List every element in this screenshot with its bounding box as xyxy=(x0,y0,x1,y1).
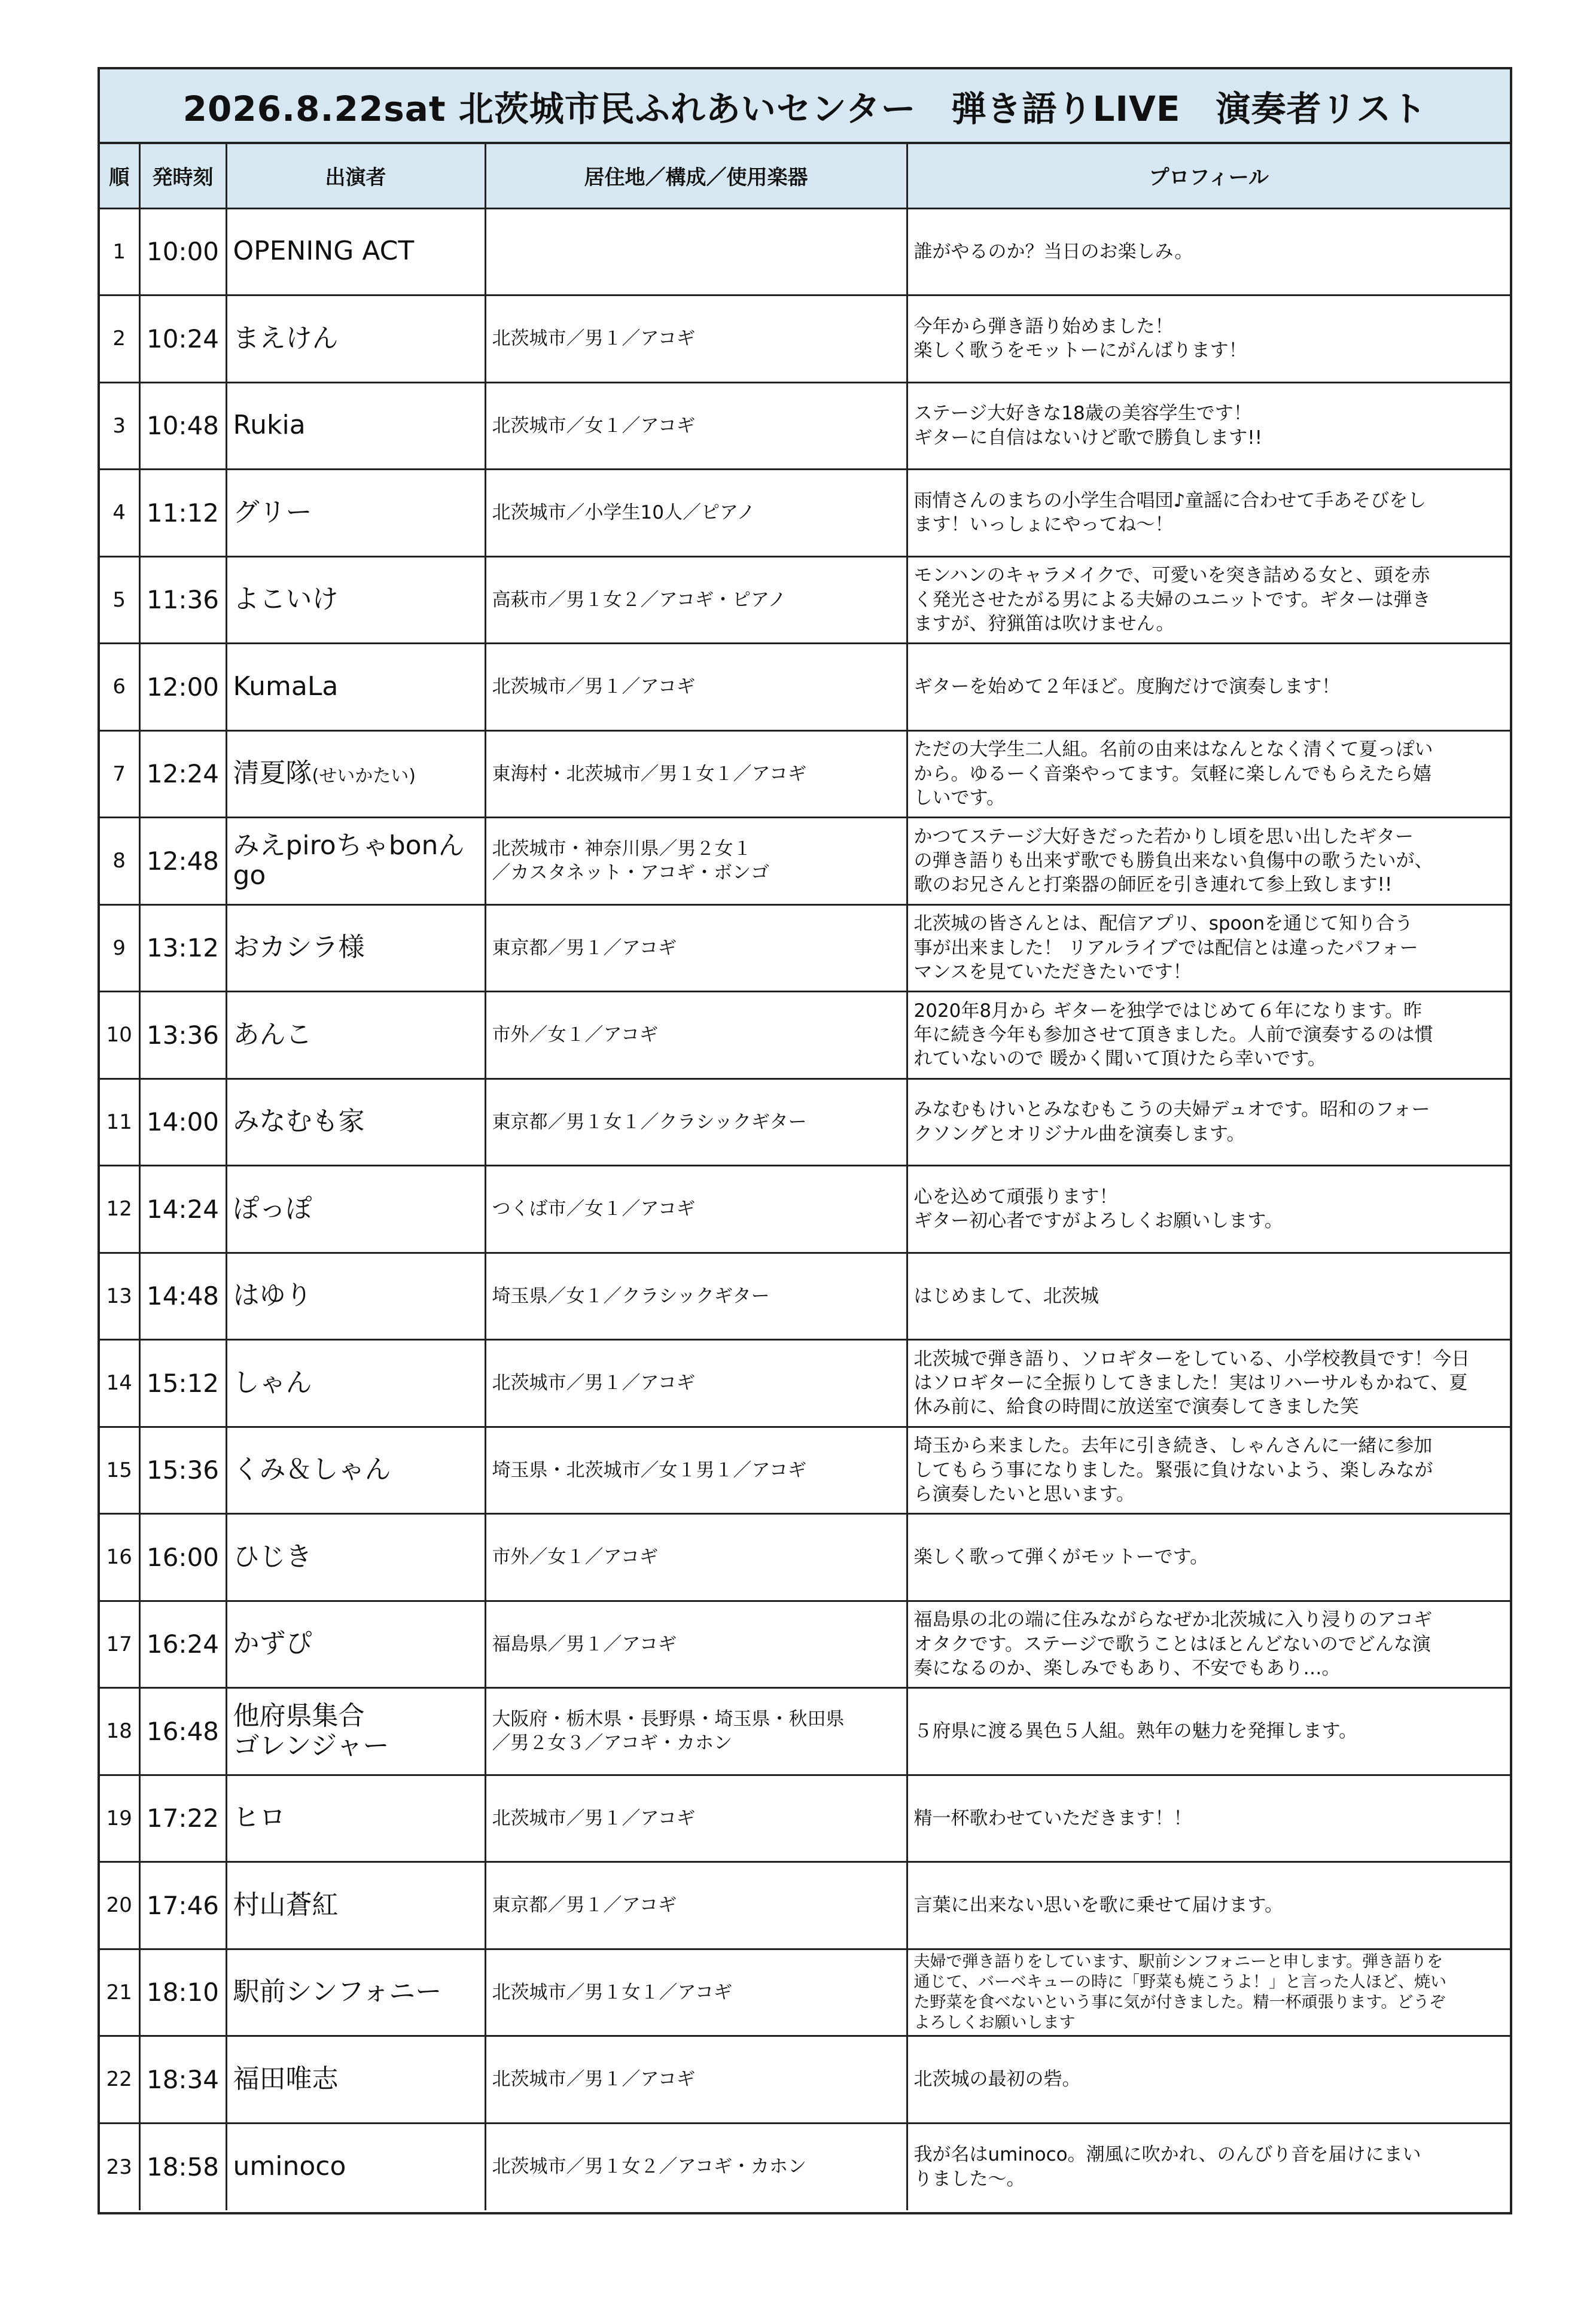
row-start-time xyxy=(139,904,226,992)
row-order-text: 14 xyxy=(106,1371,132,1396)
row-start-time-text: 18:58 xyxy=(146,2152,220,2182)
row-order-text: 21 xyxy=(106,1980,132,2004)
row-start-time-text: 11:36 xyxy=(146,585,220,615)
row-order xyxy=(100,644,139,731)
row-profile-text: 夫婦で弾き語りをしています、駅前シンフォニーと申します。弾き語りを 通じて、バーベキューの時に「野菜も焼こうよ！」と言った人ほど、焼い た野菜を食べないという事に気が付きました。精一杯頑張ります。どうぞ よろしくお願いします xyxy=(913,1952,1446,2032)
row-details-text: 東京都／男１／アコギ xyxy=(492,937,677,959)
header-start-time: 発時刻 xyxy=(139,144,226,208)
header-residence-lineup-instruments: 居住地／構成／使用楽器 xyxy=(485,144,907,208)
row-profile-text: ただの大学生二人組。名前の由来はなんとなく清くて夏っぽい から。ゆるーく音楽やってます。気軽に楽しんでもらえたら嬉 しいです。 xyxy=(913,739,1433,809)
row-order-text: 23 xyxy=(106,2155,132,2179)
row-profile xyxy=(907,1688,1510,1775)
row-order-text: 13 xyxy=(106,1284,132,1308)
row-order-text: 16 xyxy=(106,1545,132,1570)
row-profile xyxy=(907,644,1510,731)
row-details xyxy=(485,1166,907,1253)
row-order-text: 19 xyxy=(106,1806,132,1830)
row-profile xyxy=(907,1427,1510,1514)
row-order-text: 3 xyxy=(112,413,126,438)
row-performer xyxy=(226,818,485,905)
row-profile-text: ステージ大好きな18歳の美容学生です！ ギターに自信はないけど歌で勝負します!! xyxy=(913,403,1263,449)
row-order xyxy=(100,1253,139,1340)
row-start-time xyxy=(139,1166,226,1253)
row-order xyxy=(100,2123,139,2210)
row-details xyxy=(485,1862,907,1949)
row-start-time xyxy=(139,556,226,644)
row-performer xyxy=(226,1775,485,1862)
row-start-time-text: 15:36 xyxy=(146,1455,220,1485)
row-order xyxy=(100,556,139,644)
row-details-text: 高萩市／男１女２／アコギ・ピアノ xyxy=(492,589,787,611)
table-row xyxy=(100,556,1510,644)
row-performer-text: ヒロ xyxy=(233,1802,286,1833)
table-row xyxy=(100,904,1510,992)
row-performer-text: 清夏隊 xyxy=(233,758,312,789)
table-row xyxy=(100,992,1510,1079)
row-order xyxy=(100,470,139,557)
row-profile xyxy=(907,1166,1510,1253)
row-details-text: 東海村・北茨城市／男１女１／アコギ xyxy=(492,763,806,785)
row-order-text: 2 xyxy=(112,327,126,351)
row-performer-text: みえpiroちゃbonんgo xyxy=(233,830,465,891)
row-order-text: 15 xyxy=(106,1458,132,1482)
row-details-text: 北茨城市／男１／アコギ xyxy=(492,2068,695,2091)
row-performer-text: Rukia xyxy=(233,410,306,441)
row-details-text: 市外／女１／アコギ xyxy=(492,1546,658,1568)
row-profile-text: 北茨城で弾き語り、ソロギターをしている、小学校教員です！今日 はソロギターに全振りしてきました！実はリハーサルもかねて、夏 休み前に、給食の時間に放送室で演奏してきました笑 xyxy=(913,1348,1470,1418)
row-start-time xyxy=(139,644,226,731)
row-details-text: 北茨城市／男１／アコギ xyxy=(492,328,695,350)
row-start-time-text: 10:24 xyxy=(146,324,220,354)
row-performer-text: uminoco xyxy=(233,2151,346,2182)
table-row xyxy=(100,295,1510,383)
row-profile xyxy=(907,1079,1510,1166)
row-profile-text: 福島県の北の端に住みながらなぜか北茨城に入り浸りのアコギ オタクです。ステージで歌うことはほとんどないのでどんな演 奏になるのか、楽しみでもあり、不安でもあり…。 xyxy=(913,1609,1432,1679)
row-performer xyxy=(226,2036,485,2124)
row-performer-text: しゃん xyxy=(233,1367,312,1398)
row-performer xyxy=(226,556,485,644)
row-profile-text: ５府県に渡る異色５人組。熟年の魅力を発揮します。 xyxy=(913,1720,1358,1742)
row-start-time xyxy=(139,1340,226,1427)
row-performer xyxy=(226,470,485,557)
row-details xyxy=(485,1514,907,1601)
row-start-time-text: 16:48 xyxy=(146,1716,220,1746)
row-profile xyxy=(907,1340,1510,1427)
row-performer-text: OPENING ACT xyxy=(233,236,415,267)
header-profile: プロフィール xyxy=(907,144,1510,208)
header-performer: 出演者 xyxy=(226,144,485,208)
row-start-time-text: 14:48 xyxy=(146,1281,220,1311)
row-profile-text: みなむもけいとみなむもこうの夫婦デュオです。昭和のフォー クソングとオリジナル曲を演奏します。 xyxy=(913,1099,1430,1145)
row-order xyxy=(100,208,139,295)
row-profile-text: 埼玉から来ました。去年に引き続き、しゃんさんに一緒に参加 してもらう事になりました。緊張に負けないよう、楽しみなが ら演奏したいと思います。 xyxy=(913,1435,1433,1505)
row-details xyxy=(485,382,907,470)
row-performer-text: はゆり xyxy=(233,1280,312,1311)
row-performer-text: 福田唯志 xyxy=(233,2063,339,2094)
table-row xyxy=(100,1601,1510,1688)
row-performer xyxy=(226,904,485,992)
row-performer xyxy=(226,382,485,470)
row-order-text: 7 xyxy=(112,761,126,786)
table-row xyxy=(100,730,1510,818)
row-performer-text: おカシラ様 xyxy=(233,932,365,963)
row-start-time-text: 14:00 xyxy=(146,1107,220,1137)
row-details-text: 埼玉県／女１／クラシックギター xyxy=(492,1285,770,1307)
row-order xyxy=(100,992,139,1079)
row-profile-text: 心を込めて頑張ります！ ギター初心者ですがよろしくお願いします。 xyxy=(913,1186,1283,1232)
row-order xyxy=(100,1166,139,1253)
row-order-text: 10 xyxy=(106,1023,132,1047)
row-order xyxy=(100,730,139,818)
row-details-text: 北茨城市／男１／アコギ xyxy=(492,676,695,698)
performer-list-sheet xyxy=(98,67,1512,2214)
table-row xyxy=(100,2123,1510,2210)
row-performer xyxy=(226,1601,485,1688)
row-performer xyxy=(226,1688,485,1775)
page-title: 2026.8.22sat 北茨城市民ふれあいセンター 弾き語りLIVE 演奏者リスト xyxy=(182,88,1427,129)
row-performer xyxy=(226,1949,485,2036)
row-details xyxy=(485,2123,907,2210)
row-profile xyxy=(907,2036,1510,2124)
row-details-text: 北茨城市／男１／アコギ xyxy=(492,1807,695,1829)
row-performer xyxy=(226,1514,485,1601)
row-details-text: 大阪府・栃木県・長野県・埼玉県・秋田県 ／男２女３／アコギ・カホン xyxy=(492,1708,845,1754)
row-details-text: 埼玉県・北茨城市／女１男１／アコギ xyxy=(492,1459,806,1481)
row-order xyxy=(100,1862,139,1949)
header-order: 順 xyxy=(100,144,139,208)
row-performer-text: 駅前シンフォニー xyxy=(233,1976,442,2007)
row-details xyxy=(485,2036,907,2124)
table-row xyxy=(100,382,1510,470)
performer-table xyxy=(100,144,1510,2210)
row-order-text: 5 xyxy=(112,587,126,612)
row-details-text: 福島県／男１／アコギ xyxy=(492,1633,677,1655)
row-start-time-text: 14:24 xyxy=(146,1194,220,1224)
row-start-time xyxy=(139,1079,226,1166)
row-details xyxy=(485,1775,907,1862)
row-performer xyxy=(226,2123,485,2210)
row-order xyxy=(100,1079,139,1166)
row-details xyxy=(485,1949,907,2036)
table-row xyxy=(100,1340,1510,1427)
table-row xyxy=(100,1166,1510,1253)
row-details-text: 市外／女１／アコギ xyxy=(492,1024,658,1046)
row-details-text: 北茨城市／男１女１／アコギ xyxy=(492,1981,732,2003)
row-profile xyxy=(907,1514,1510,1601)
row-start-time-text: 10:48 xyxy=(146,411,220,441)
row-profile-text: 言葉に出来ない思いを歌に乗せて届けます。 xyxy=(913,1894,1284,1917)
table-row xyxy=(100,1427,1510,1514)
row-start-time xyxy=(139,382,226,470)
row-start-time xyxy=(139,1514,226,1601)
row-order xyxy=(100,1340,139,1427)
row-profile xyxy=(907,295,1510,383)
row-start-time xyxy=(139,730,226,818)
row-order xyxy=(100,904,139,992)
row-performer-text: よこいけ xyxy=(233,584,339,615)
row-order xyxy=(100,1775,139,1862)
row-details xyxy=(485,730,907,818)
row-profile-text: ギターを始めて２年ほど。度胸だけで演奏します！ xyxy=(913,676,1341,698)
row-order-text: 4 xyxy=(112,501,126,525)
row-details xyxy=(485,818,907,905)
row-details xyxy=(485,1340,907,1427)
row-start-time-text: 16:00 xyxy=(146,1542,220,1572)
row-details-text: 北茨城市／男１女２／アコギ・カホン xyxy=(492,2156,806,2178)
row-start-time-text: 15:12 xyxy=(146,1368,220,1398)
row-profile xyxy=(907,730,1510,818)
row-profile-text: 北茨城の皆さんとは、配信アプリ、spoonを通じて知り合う 事が出来ました！ リアルライブでは配信とは違ったパフォー マンスを見ていただきたいです！ xyxy=(913,913,1418,983)
row-start-time-text: 12:00 xyxy=(146,672,220,702)
row-performer-text: 他府県集合 ゴレンジャー xyxy=(233,1700,389,1762)
row-start-time-text: 11:12 xyxy=(146,498,220,528)
row-order-text: 9 xyxy=(112,936,126,960)
row-start-time xyxy=(139,2123,226,2210)
row-profile xyxy=(907,1775,1510,1862)
row-details xyxy=(485,904,907,992)
row-profile-text: 我が名はuminoco。潮風に吹かれ、のんびり音を届けにまい りました～。 xyxy=(913,2144,1421,2190)
row-details-text: 東京都／男１女１／クラシックギター xyxy=(492,1111,807,1133)
row-details xyxy=(485,556,907,644)
row-profile-text: はじめまして、北茨城 xyxy=(913,1285,1099,1307)
row-profile xyxy=(907,1253,1510,1340)
row-performer xyxy=(226,1166,485,1253)
row-details xyxy=(485,1427,907,1514)
row-start-time-text: 10:00 xyxy=(146,237,220,267)
row-performer xyxy=(226,295,485,383)
row-start-time xyxy=(139,1253,226,1340)
table-row xyxy=(100,470,1510,557)
row-profile-text: かつてステージ大好きだった若かりし頃を思い出したギター の弾き語りも出来ず歌でも勝負出来ない負傷中の歌うたいが、 歌のお兄さんと打楽器の師匠を引き連れて参上致します!! xyxy=(913,825,1433,896)
row-profile xyxy=(907,818,1510,905)
row-profile-text: 今年から弾き語り始めました！ 楽しく歌うをモットーにがんばります！ xyxy=(913,315,1247,362)
row-profile-text: 楽しく歌って弾くがモットーです。 xyxy=(913,1546,1209,1568)
table-row xyxy=(100,1862,1510,1949)
row-order-text: 12 xyxy=(106,1197,132,1221)
row-performer-text: ぽっぽ xyxy=(233,1193,312,1224)
table-row xyxy=(100,1253,1510,1340)
row-order xyxy=(100,1514,139,1601)
row-performer-text: 村山蒼紅 xyxy=(233,1889,339,1920)
row-performer xyxy=(226,1079,485,1166)
row-details xyxy=(485,992,907,1079)
row-profile-text: 精一杯歌わせていただきます！！ xyxy=(913,1807,1192,1829)
row-details xyxy=(485,208,907,295)
row-start-time-text: 13:12 xyxy=(146,933,220,963)
row-performer-text: みなむも家 xyxy=(233,1106,365,1137)
row-order-text: 1 xyxy=(112,239,126,264)
row-profile xyxy=(907,208,1510,295)
row-performer-text: グリー xyxy=(233,496,312,528)
row-start-time-text: 18:34 xyxy=(146,2064,220,2094)
table-row xyxy=(100,1688,1510,1775)
row-order-text: 6 xyxy=(112,675,126,699)
row-order xyxy=(100,382,139,470)
row-start-time-text: 13:36 xyxy=(146,1020,220,1050)
row-performer xyxy=(226,1862,485,1949)
row-performer xyxy=(226,730,485,818)
row-order xyxy=(100,1427,139,1514)
table-row xyxy=(100,1949,1510,2036)
row-details xyxy=(485,1079,907,1166)
row-order-text: 8 xyxy=(112,849,126,873)
row-performer-reading: (せいかたい) xyxy=(312,766,416,787)
row-performer-text: KumaLa xyxy=(233,671,339,702)
row-start-time xyxy=(139,470,226,557)
row-profile xyxy=(907,382,1510,470)
row-order xyxy=(100,1949,139,2036)
row-profile xyxy=(907,1862,1510,1949)
row-profile xyxy=(907,904,1510,992)
row-performer xyxy=(226,1340,485,1427)
row-start-time-text: 12:48 xyxy=(146,846,220,876)
row-start-time xyxy=(139,295,226,383)
table-row xyxy=(100,1775,1510,1862)
row-start-time xyxy=(139,1427,226,1514)
row-profile xyxy=(907,1949,1510,2036)
row-details xyxy=(485,295,907,383)
table-row xyxy=(100,644,1510,731)
table-row xyxy=(100,1514,1510,1601)
row-performer-text: かずぴ xyxy=(233,1628,312,1659)
row-performer-text: ひじき xyxy=(233,1541,312,1572)
row-profile-text: 北茨城の最初の砦。 xyxy=(913,2068,1081,2091)
row-start-time-text: 17:22 xyxy=(146,1804,220,1833)
row-details-text: 北茨城市／男１／アコギ xyxy=(492,1372,695,1394)
row-order xyxy=(100,1601,139,1688)
row-profile xyxy=(907,470,1510,557)
row-start-time xyxy=(139,1862,226,1949)
row-details-text: 北茨城市・神奈川県／男２女１ ／カスタネット・アコギ・ボンゴ xyxy=(492,837,769,884)
row-performer xyxy=(226,992,485,1079)
row-details-text: 東京都／男１／アコギ xyxy=(492,1894,677,1917)
row-order-text: 18 xyxy=(106,1719,132,1744)
row-performer-text: くみ＆しゃん xyxy=(233,1454,391,1485)
row-details-text: つくば市／女１／アコギ xyxy=(492,1198,695,1220)
row-order xyxy=(100,818,139,905)
row-start-time-text: 18:10 xyxy=(146,1978,220,2007)
row-order-text: 17 xyxy=(106,1632,132,1656)
row-details-text: 北茨城市／女１／アコギ xyxy=(492,415,695,437)
row-start-time-text: 17:46 xyxy=(146,1890,220,1920)
row-details-text: 北茨城市／小学生10人／ピアノ xyxy=(492,502,756,524)
row-order-text: 20 xyxy=(106,1893,132,1918)
row-performer xyxy=(226,1427,485,1514)
table-header-row xyxy=(100,144,1510,208)
row-profile xyxy=(907,556,1510,644)
row-start-time xyxy=(139,992,226,1079)
table-body xyxy=(100,208,1510,2210)
row-order xyxy=(100,2036,139,2124)
row-details xyxy=(485,1253,907,1340)
title-bar xyxy=(100,69,1510,144)
row-start-time xyxy=(139,2036,226,2124)
row-start-time-text: 12:24 xyxy=(146,759,220,789)
row-order xyxy=(100,295,139,383)
table-row xyxy=(100,208,1510,295)
row-start-time xyxy=(139,1949,226,2036)
row-profile-text: 2020年8月から ギターを独学ではじめて６年になります。昨 年に続き今年も参加させて頂きました。人前で演奏するのは慣 れていないので 暖かく聞いて頂けたら幸いです。 xyxy=(913,1000,1433,1070)
row-start-time-text: 16:24 xyxy=(146,1629,220,1659)
row-profile xyxy=(907,2123,1510,2210)
row-performer xyxy=(226,208,485,295)
table-row xyxy=(100,2036,1510,2124)
row-performer-text: まえけん xyxy=(233,322,339,354)
row-start-time xyxy=(139,818,226,905)
row-performer xyxy=(226,644,485,731)
row-details xyxy=(485,1688,907,1775)
row-start-time xyxy=(139,1775,226,1862)
row-profile xyxy=(907,992,1510,1079)
table-row xyxy=(100,1079,1510,1166)
row-order-text: 11 xyxy=(106,1110,132,1134)
row-details xyxy=(485,644,907,731)
row-profile xyxy=(907,1601,1510,1688)
table-row xyxy=(100,818,1510,905)
row-profile-text: モンハンのキャラメイクで、可愛いを突き詰める女と、頭を赤 く発光させたがる男による夫婦のユニットです。ギターは弾き ますが、狩猟笛は吹けません。 xyxy=(913,565,1431,635)
row-profile-text: 雨情さんのまちの小学生合唱団♪童謡に合わせて手あそびをし ます！いっしょにやってね～！ xyxy=(913,489,1427,536)
row-order-text: 22 xyxy=(106,2067,132,2092)
row-details xyxy=(485,470,907,557)
row-details xyxy=(485,1601,907,1688)
row-profile-text: 誰がやるのか？当日のお楽しみ。 xyxy=(913,240,1193,263)
row-start-time xyxy=(139,1601,226,1688)
row-order xyxy=(100,1688,139,1775)
row-start-time xyxy=(139,1688,226,1775)
row-performer xyxy=(226,1253,485,1340)
row-performer-text: あんこ xyxy=(233,1019,312,1050)
row-start-time xyxy=(139,208,226,295)
